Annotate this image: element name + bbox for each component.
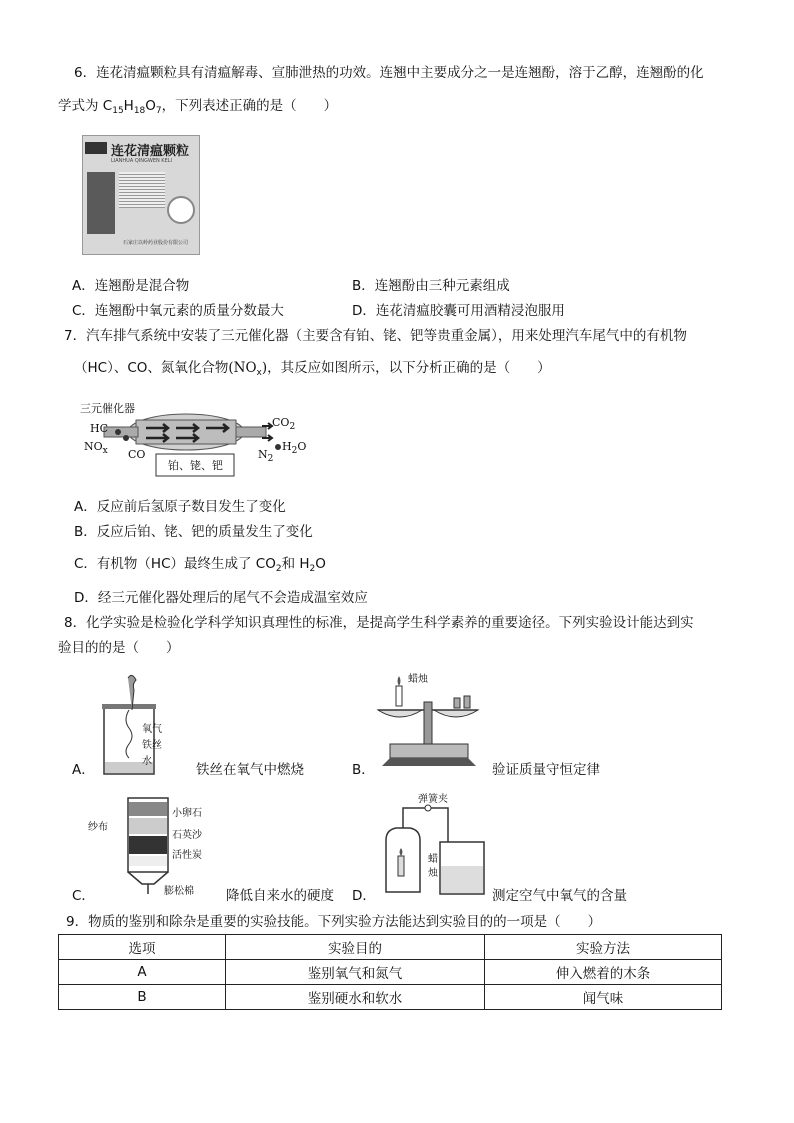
- q8-figure-d: 弹簧夹 蜡 烛: [378, 792, 490, 902]
- q9-options-table: [58, 934, 722, 1010]
- row-method: 闻气味: [485, 985, 722, 1010]
- row-purpose: 鉴别硬水和软水: [226, 985, 485, 1010]
- q7-option-a: A．反应前后氢原子数目发生了变化: [74, 499, 286, 515]
- q8-figure-c: 纱布 小卵石 石英沙 活性炭 膨松棉: [88, 790, 228, 898]
- box-text-block: [119, 172, 165, 208]
- catalytic-converter-figure: 三元催化器 HC $NO_x$ CO $CO_2$ $H_2O$ $N_2$ 铂、铑、钯: [76, 398, 316, 478]
- q6-option-b: B．连翘酚由三种元素组成: [352, 278, 510, 294]
- q7-stem-line1: 7．汽车排气系统中安装了三元催化器（主要含有铂、铑、钯等贵重金属），用来处理汽车尾气中的有机物: [64, 328, 687, 344]
- q8-option-a-text: 铁丝在氧气中燃烧: [196, 762, 304, 778]
- table-header-row: [59, 935, 722, 960]
- q6-option-c: C．连翘酚中氧元素的质量分数最大: [72, 303, 284, 319]
- q8-option-b-text: 验证质量守恒定律: [492, 762, 600, 778]
- box-seal: [167, 196, 195, 224]
- q8-stem-line1: 8．化学实验是检验化学科学知识真理性的标准，是提高学生科学素养的重要途径。下列实验设计能达到实: [64, 615, 694, 631]
- box-plant-image: [87, 172, 115, 234]
- q6-option-d: D．连花清瘟胶囊可用酒精浸泡服用: [352, 303, 565, 319]
- row-purpose: 鉴别氧气和氮气: [226, 960, 485, 985]
- q8-option-b-letter: B．: [352, 762, 375, 778]
- q8-option-c-text: 降低自来水的硬度: [226, 888, 334, 904]
- q8-option-d-letter: D．: [352, 888, 376, 904]
- q7-option-b: B．反应后铂、铑、钯的质量发生了变化: [74, 524, 313, 540]
- row-method: 伸入燃着的木条: [485, 960, 722, 985]
- header-purpose: 实验目的: [226, 935, 485, 960]
- q8-option-a-letter: A．: [72, 762, 95, 778]
- q6-option-a: A．连翘酚是混合物: [72, 278, 190, 294]
- q8-figure-a: 氧气 铁丝 水: [96, 670, 186, 778]
- row-option: B: [59, 985, 226, 1010]
- box-title: 连花清瘟颗粒: [111, 144, 190, 159]
- q8-stem-line2: 验目的的是（ ）: [58, 640, 180, 656]
- q7-stem-line2: （HC）、CO、氮氧化合物$(NO_x)$，其反应如图所示，以下分析正确的是（ ）: [74, 360, 551, 378]
- table-row: [59, 985, 722, 1010]
- box-maker: 石家庄以岭药业股份有限公司: [123, 240, 189, 246]
- q8-option-d-text: 测定空气中氧气的含量: [492, 888, 627, 904]
- row-option: A: [59, 960, 226, 985]
- table-row: [59, 960, 722, 985]
- q8-option-c-letter: C．: [72, 888, 95, 904]
- header-option: 选项: [59, 935, 226, 960]
- box-subtitle: LIANHUA QINGWEN KELI: [111, 158, 173, 164]
- q7-option-c: C．有机物（HC）最终生成了 $CO_2$和 $H_2O$: [74, 556, 326, 574]
- q6-stem-line2: 学式为 $C_{15}H_{18}O_7$，下列表述正确的是（ ）: [58, 98, 338, 116]
- q7-option-d: D．经三元催化器处理后的尾气不会造成温室效应: [74, 590, 368, 606]
- q8-figure-b: 蜡烛: [372, 668, 484, 778]
- brand-logo: [85, 142, 107, 154]
- q9-stem: 9．物质的鉴别和除杂是重要的实验技能。下列实验方法能达到实验目的的一项是（ ）: [66, 914, 602, 930]
- medicine-box-image: [82, 135, 200, 255]
- header-method: 实验方法: [485, 935, 722, 960]
- q6-stem-line1: 6．连花清瘟颗粒具有清瘟解毒、宣肺泄热的功效。连翘中主要成分之一是连翘酚，溶于乙醇，连翘酚的化: [74, 65, 704, 81]
